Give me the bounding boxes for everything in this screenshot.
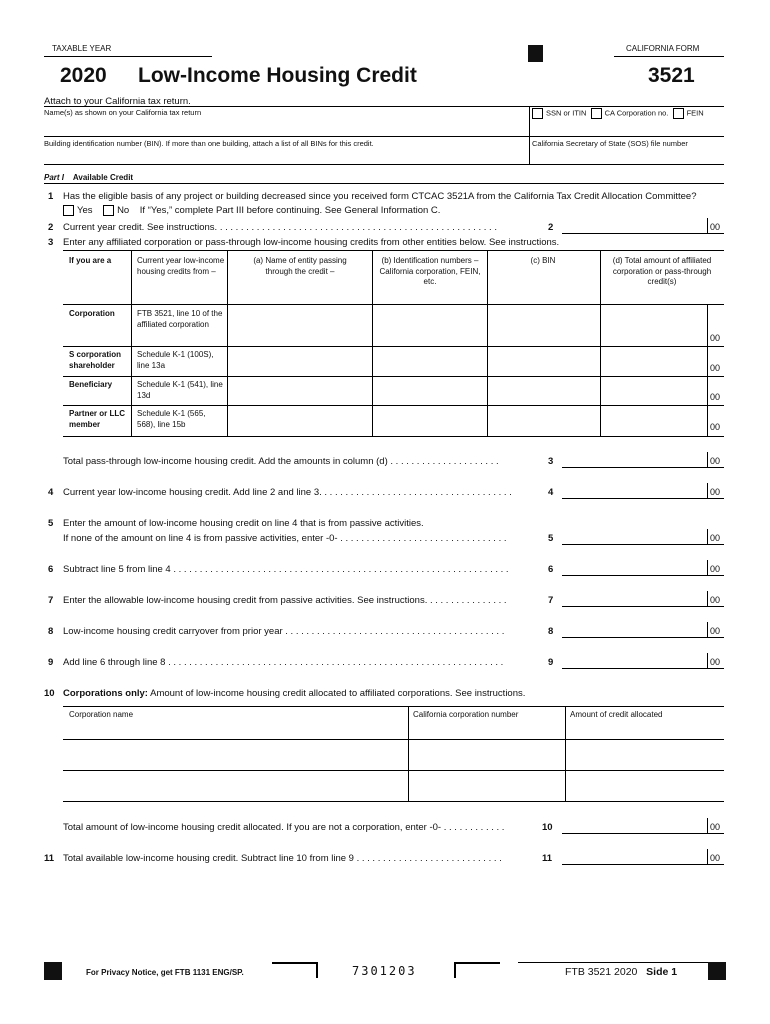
row3-bin[interactable] bbox=[489, 378, 598, 403]
row3-entity-name[interactable] bbox=[229, 378, 370, 403]
col-c-header: (c) BIN bbox=[530, 256, 556, 265]
line9-ref: 9 bbox=[548, 657, 554, 668]
col-a-header: (a) Name of entity passing through the credit – bbox=[253, 256, 347, 276]
id-number-field[interactable] bbox=[531, 120, 723, 136]
line2-ref: 2 bbox=[548, 222, 554, 233]
footer-registration-mark-left bbox=[44, 962, 62, 980]
line1-number: 1 bbox=[48, 191, 54, 202]
form-number: 3521 bbox=[648, 64, 695, 87]
line6-text: Subtract line 5 from line 4 . . . . . . . . . . . . . . . . . . . . . . . . . . . . . . . . . . . . . . . . . . . . . . . . . . . . . . . . . . . . . . . . bbox=[63, 564, 509, 575]
line3-cents: 00 bbox=[710, 456, 721, 466]
line9-text: Add line 6 through line 8 . . . . . . . . . . . . . . . . . . . . . . . . . . . . . . . . . . . . . . . . . . . . . . . . . . . . . . . . . . . . . . . . bbox=[63, 657, 504, 668]
corner-mark-right bbox=[454, 962, 500, 978]
corner-mark-left bbox=[272, 962, 318, 978]
line7-text: Enter the allowable low-income housing credit from passive activities. See instructions. . . . . . . . . . . . . . . . bbox=[63, 595, 507, 606]
ssn-checkbox[interactable] bbox=[532, 108, 543, 119]
bin-field[interactable] bbox=[44, 149, 528, 163]
line10-amount[interactable] bbox=[562, 818, 705, 832]
line4-text: Current year low-income housing credit. Add line 2 and line 3. . . . . . . . . . . . . . . . . . . . . . . . . . . . . . . . . . . . . bbox=[63, 487, 512, 498]
row4-id-number[interactable] bbox=[374, 407, 485, 434]
line6-cents: 00 bbox=[710, 564, 721, 574]
line9-cents: 00 bbox=[710, 657, 721, 667]
line2-amount[interactable] bbox=[562, 218, 705, 232]
col-d-header: (d) Total amount of affiliated corporation or pass-through credit(s) bbox=[612, 256, 712, 286]
line2-number: 2 bbox=[48, 222, 54, 233]
line9-number: 9 bbox=[48, 657, 54, 668]
alloc-row2-amount[interactable] bbox=[567, 772, 722, 799]
form-title: Low-Income Housing Credit bbox=[138, 64, 417, 87]
footer-form-ref: FTB 3521 2020 Side 1 bbox=[565, 966, 678, 978]
line7-amount[interactable] bbox=[562, 591, 705, 605]
bin-label: Building identification number (BIN). If more than one building, attach a list of all BINs for this credit. bbox=[44, 139, 374, 148]
row1-entity-name[interactable] bbox=[229, 306, 370, 344]
line5-text1: Enter the amount of low-income housing credit on line 4 that is from passive activities. bbox=[63, 518, 424, 529]
row1-amount[interactable] bbox=[602, 306, 705, 344]
privacy-notice: For Privacy Notice, get FTB 1131 ENG/SP. bbox=[86, 968, 244, 977]
line10-number: 10 bbox=[44, 688, 55, 699]
line4-amount[interactable] bbox=[562, 483, 705, 497]
col-b-header: (b) Identification numbers – California corporation, FEIN, etc. bbox=[379, 256, 481, 286]
line5-ref: 5 bbox=[548, 533, 554, 544]
line4-ref: 4 bbox=[548, 487, 554, 498]
line11-cents: 00 bbox=[710, 853, 721, 863]
row-type-partner: Partner or LLC member bbox=[69, 409, 126, 429]
row2-amount[interactable] bbox=[602, 348, 705, 374]
row-type-s-corp: S corporation shareholder bbox=[69, 350, 122, 370]
row2-bin[interactable] bbox=[489, 348, 598, 374]
line8-text: Low-income housing credit carryover from prior year . . . . . . . . . . . . . . . . . . . . . . . . . . . . . . . . . . . . . . . . . . bbox=[63, 626, 505, 637]
row4-bin[interactable] bbox=[489, 407, 598, 434]
line9-amount[interactable] bbox=[562, 653, 705, 667]
california-form-label: CALIFORNIA FORM bbox=[626, 44, 700, 53]
col-source-header: Current year low-income housing credits from – bbox=[137, 256, 225, 276]
line1-text: Has the eligible basis of any project or building decreased since you received form CTCAC 3521A from the California Tax Credit Allocation Committee? bbox=[63, 191, 697, 202]
line10-text: Corporations only: Amount of low-income housing credit allocated to affiliated corporations. See instructions. bbox=[63, 688, 526, 699]
col-credit-allocated-header: Amount of credit allocated bbox=[570, 710, 663, 719]
row3-amount[interactable] bbox=[602, 378, 705, 403]
no-checkbox[interactable] bbox=[103, 205, 114, 216]
line6-number: 6 bbox=[48, 564, 54, 575]
row4-cents: 00 bbox=[710, 422, 721, 432]
line11-number: 11 bbox=[44, 853, 55, 864]
name-label: Name(s) as shown on your California tax return bbox=[44, 108, 202, 117]
row-source-corporation: FTB 3521, line 10 of the affiliated corporation bbox=[137, 309, 223, 329]
sos-field[interactable] bbox=[531, 149, 723, 163]
line8-number: 8 bbox=[48, 626, 54, 637]
line3-amount[interactable] bbox=[562, 452, 705, 466]
row2-entity-name[interactable] bbox=[229, 348, 370, 374]
id-type-options: SSN or ITIN CA Corporation no. FEIN bbox=[532, 108, 704, 119]
alloc-row2-number[interactable] bbox=[410, 772, 563, 799]
line5-cents: 00 bbox=[710, 533, 721, 543]
line6-amount[interactable] bbox=[562, 560, 705, 574]
fein-checkbox[interactable] bbox=[673, 108, 684, 119]
line10-ref: 10 bbox=[542, 822, 553, 833]
col-corp-name-header: Corporation name bbox=[69, 710, 134, 719]
line5-text2: If none of the amount on line 4 is from passive activities, enter -0- . . . . . . . . . . . . . . . . . . . . . . . . . . . . . . . . bbox=[63, 533, 507, 544]
line5-number: 5 bbox=[48, 518, 54, 529]
line1-answer: Yes No If “Yes,” complete Part III before continuing. See General Information C. bbox=[63, 205, 440, 216]
line3-text: Enter any affiliated corporation or pass-through low-income housing credits from other entities below. See instructions. bbox=[63, 237, 560, 248]
row-source-beneficiary: Schedule K-1 (541), line 13d bbox=[137, 380, 223, 400]
row2-cents: 00 bbox=[710, 363, 721, 373]
col-corp-number-header: California corporation number bbox=[413, 710, 519, 719]
line4-cents: 00 bbox=[710, 487, 721, 497]
line2-text: Current year credit. See instructions. . . . . . . . . . . . . . . . . . . . . . . . . . . . . . . . . . . . . . . . . . . . . . . . . . . . . . bbox=[63, 222, 497, 233]
attach-instruction: Attach to your California tax return. bbox=[44, 96, 191, 107]
row-type-corporation: Corporation bbox=[69, 309, 115, 318]
alloc-row1-number[interactable] bbox=[410, 741, 563, 768]
row2-id-number[interactable] bbox=[374, 348, 485, 374]
tax-year: 2020 bbox=[60, 64, 107, 87]
alloc-row1-name[interactable] bbox=[65, 741, 406, 768]
row3-id-number[interactable] bbox=[374, 378, 485, 403]
row1-bin[interactable] bbox=[489, 306, 598, 344]
line11-amount[interactable] bbox=[562, 849, 705, 863]
line6-ref: 6 bbox=[548, 564, 554, 575]
alloc-row1-amount[interactable] bbox=[567, 741, 722, 768]
line10-cents: 00 bbox=[710, 822, 721, 832]
row1-cents: 00 bbox=[710, 333, 721, 343]
row-type-beneficiary: Beneficiary bbox=[69, 380, 113, 389]
part1-heading: Part I Available Credit bbox=[44, 173, 134, 182]
line11-ref: 11 bbox=[542, 853, 553, 864]
form-code: 7301203 bbox=[352, 964, 417, 978]
alloc-row2-name[interactable] bbox=[65, 772, 406, 799]
yes-checkbox[interactable] bbox=[63, 205, 74, 216]
line3-total-text: Total pass-through low-income housing credit. Add the amounts in column (d) . . . . . . . . . . . . . . . . . . . . . bbox=[63, 456, 499, 467]
line2-cents: 00 bbox=[710, 222, 721, 232]
line7-cents: 00 bbox=[710, 595, 721, 605]
row3-cents: 00 bbox=[710, 392, 721, 402]
line8-amount[interactable] bbox=[562, 622, 705, 636]
line3-number: 3 bbox=[48, 237, 54, 248]
row1-id-number[interactable] bbox=[374, 306, 485, 344]
line3-ref: 3 bbox=[548, 456, 554, 467]
line7-number: 7 bbox=[48, 595, 54, 606]
line11-text: Total available low-income housing credit. Subtract line 10 from line 9 . . . . . . . . . . . . . . . . . . . . . . . . . . . . bbox=[63, 853, 502, 864]
name-field[interactable] bbox=[44, 118, 528, 136]
sos-label: California Secretary of State (SOS) file number bbox=[532, 139, 688, 148]
line10-total-text: Total amount of low-income housing credit allocated. If you are not a corporation, enter -0- . . . . . . . . . . . . bbox=[63, 822, 505, 833]
line8-cents: 00 bbox=[710, 626, 721, 636]
taxable-year-label: TAXABLE YEAR bbox=[52, 44, 112, 53]
col-ifyou-header: If you are a bbox=[69, 256, 112, 265]
line5-amount[interactable] bbox=[562, 529, 705, 543]
row-source-s-corp: Schedule K-1 (100S), line 13a bbox=[137, 350, 214, 370]
line4-number: 4 bbox=[48, 487, 54, 498]
row-source-partner: Schedule K-1 (565, 568), line 15b bbox=[137, 409, 206, 429]
line8-ref: 8 bbox=[548, 626, 554, 637]
line7-ref: 7 bbox=[548, 595, 554, 606]
ca-corp-checkbox[interactable] bbox=[591, 108, 602, 119]
row4-amount[interactable] bbox=[602, 407, 705, 434]
row4-entity-name[interactable] bbox=[229, 407, 370, 434]
registration-mark bbox=[528, 45, 543, 62]
footer-registration-mark-right bbox=[708, 962, 726, 980]
